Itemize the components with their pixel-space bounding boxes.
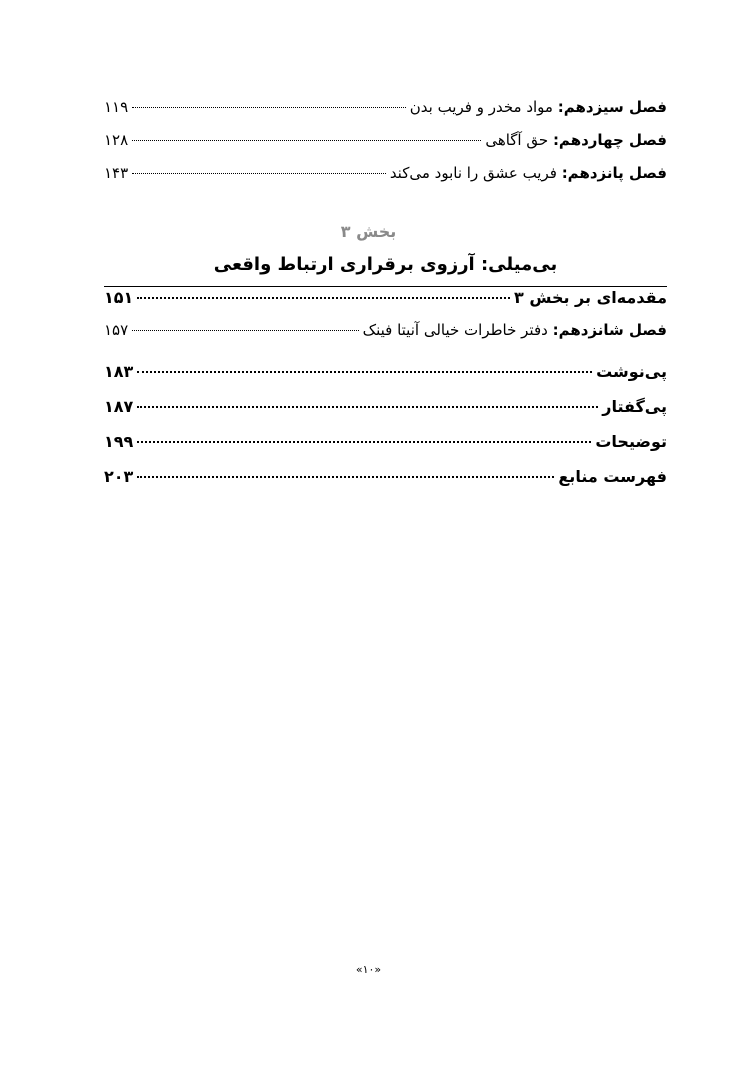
dot-leader	[137, 371, 592, 373]
toc-entry[interactable]	[104, 288, 667, 321]
chapter-title: مواد مخدر و فریب بدن	[409, 98, 558, 116]
toc-entry[interactable]	[104, 362, 667, 397]
toc-entry[interactable]	[104, 397, 667, 432]
page-ref: ۱۵۷	[104, 321, 129, 339]
page-ref: ۱۸۳	[104, 362, 134, 381]
entry-title: پی‌گفتار	[602, 397, 667, 416]
chapter-prefix: فصل سیزدهم:	[557, 98, 667, 116]
toc-entry[interactable]	[104, 432, 667, 467]
chapter-title: فریب عشق را نابود می‌کند	[389, 164, 562, 182]
dot-leader	[132, 330, 359, 331]
page-ref: ۱۴۳	[104, 164, 129, 182]
toc-entry[interactable]	[104, 131, 667, 164]
page-ref: ۱۲۸	[104, 131, 129, 149]
dot-leader	[137, 297, 510, 299]
page-ref: ۱۱۹	[104, 98, 129, 116]
page-ref: ۱۵۱	[104, 288, 134, 307]
dot-leader	[137, 406, 598, 408]
dot-leader	[137, 441, 591, 443]
entry-title: توضیحات	[595, 432, 667, 451]
chapter-title: دفتر خاطرات خیالی آنیتا فینک	[362, 321, 553, 339]
dot-leader	[132, 140, 481, 141]
toc-part-two-end	[104, 98, 667, 197]
page-number: «۱۰»	[355, 963, 382, 976]
toc-entry[interactable]	[104, 164, 667, 197]
page-ref: ۲۰۳	[104, 467, 134, 486]
page-ref: ۱۹۹	[104, 432, 134, 451]
section-label: بخش ۳	[340, 222, 397, 241]
chapter-prefix: فصل چهاردهم:	[552, 131, 667, 149]
intro-title: مقدمه‌ای بر بخش ۳	[513, 288, 667, 307]
dot-leader	[132, 107, 406, 108]
entry-title: فهرست منابع	[558, 467, 667, 486]
toc-part-three	[104, 288, 667, 354]
toc-entry[interactable]	[104, 321, 667, 354]
dot-leader	[137, 476, 554, 478]
dot-leader	[132, 173, 386, 174]
section-title: بی‌میلی: آرزوی برقراری ارتباط واقعی	[213, 254, 558, 275]
section-divider	[104, 286, 667, 287]
entry-title: پی‌نوشت	[596, 362, 667, 381]
toc-entry[interactable]	[104, 467, 667, 502]
toc-back-matter	[104, 362, 667, 502]
page-ref: ۱۸۷	[104, 397, 134, 416]
toc-entry[interactable]	[104, 98, 667, 131]
chapter-prefix: فصل شانزدهم:	[552, 321, 667, 339]
chapter-prefix: فصل پانزدهم:	[561, 164, 667, 182]
chapter-title: حق آگاهی	[485, 131, 553, 149]
